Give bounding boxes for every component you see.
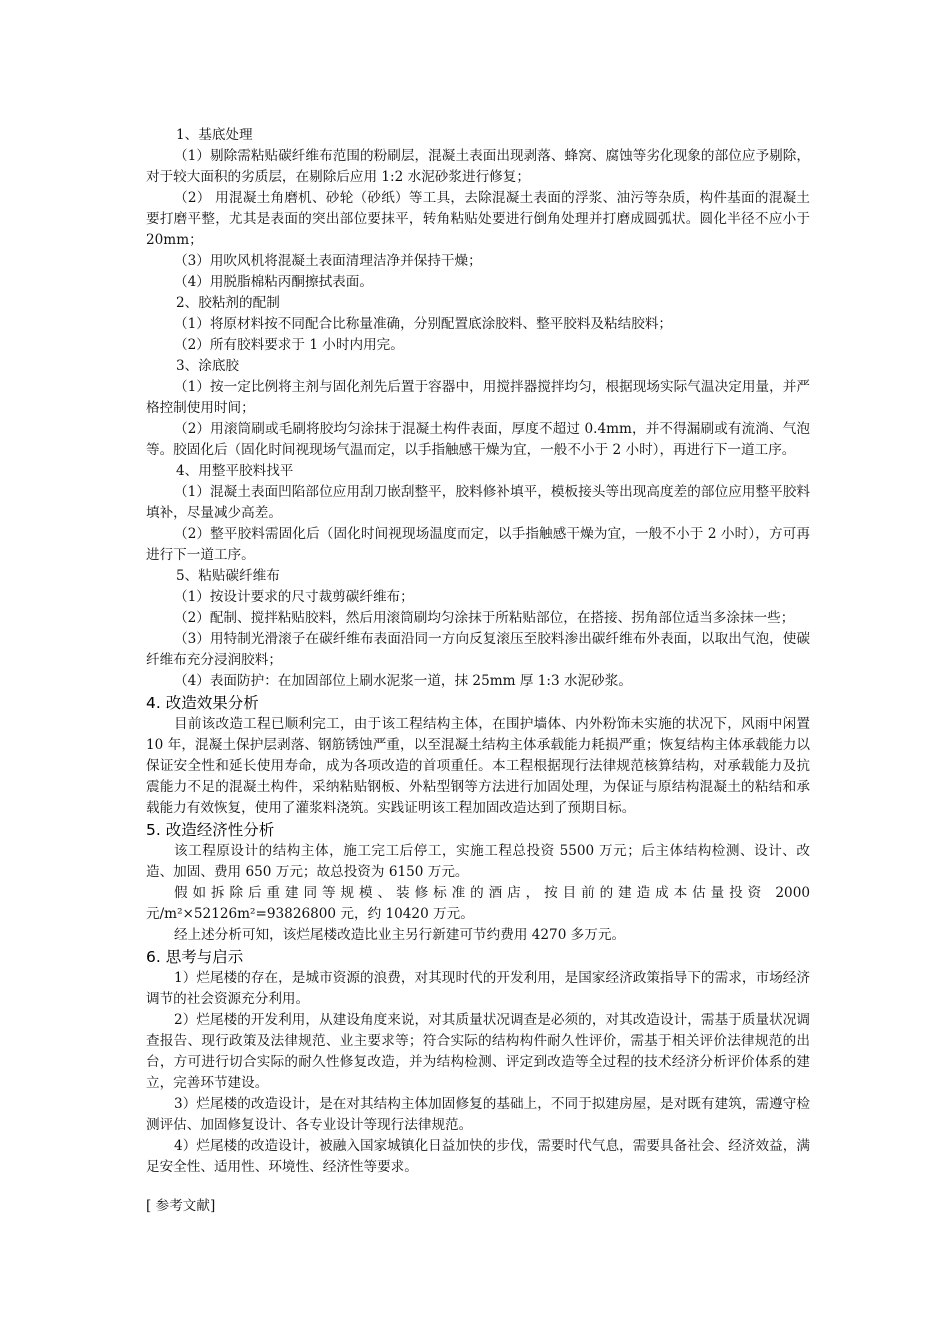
- step-1-item-1: （1）剔除需粘贴碳纤维布范围的粉刷层，混凝土表面出现剥落、蜂窝、腐蚀等劣化现象的部位应予剔除，对于较大面积的劣质层，在剔除后应用 1:2 水泥砂浆进行修复；: [146, 148, 810, 185]
- step-3-item-2: （2）用滚筒刷或毛刷将胶均匀涂抹于混凝土构件表面，厚度不超过 0.4mm，并不得漏刷或有流淌、气泡等。胶固化后（固化时间视现场气温而定，以手指触感干燥为宜，一般不小于 2 小时），再进行下一道工序。: [146, 421, 810, 458]
- step-4-item-1: （1）混凝土表面凹陷部位应用刮刀嵌刮整平，胶料修补填平，模板接头等出现高度差的部位应用整平胶料填补，尽量减少高差。: [146, 484, 810, 521]
- step-1-title: 1、基底处理: [176, 127, 253, 143]
- step-3-title: 3、涂底胶: [176, 358, 240, 374]
- section-6-paragraph-4: 4）烂尾楼的改造设计，被融入国家城镇化日益加快的步伐，需要时代气息，需要具备社会、经济效益，满足安全性、适用性、环境性、经济性等要求。: [146, 1138, 810, 1175]
- step-4-title: 4、用整平胶料找平: [176, 463, 294, 479]
- step-1-item-4: （4）用脱脂棉粘丙酮擦拭表面。: [174, 274, 373, 290]
- section-6-paragraph-1: 1）烂尾楼的存在，是城市资源的浪费，对其现时代的开发利用，是国家经济政策指导下的需求，市场经济调节的社会资源充分利用。: [146, 970, 810, 1007]
- step-2-item-2: （2）所有胶料要求于 1 小时内用完。: [174, 337, 404, 353]
- section-5-paragraph-3: 经上述分析可知，该烂尾楼改造比业主另行新建可节约费用 4270 多万元。: [174, 927, 626, 943]
- step-4-item-2: （2）整平胶料需固化后（固化时间视现场温度而定，以手指触感干燥为宜，一般不小于 2 小时），方可再进行下一道工序。: [146, 526, 810, 563]
- step-5-item-1: （1）按设计要求的尺寸裁剪碳纤维布；: [174, 589, 414, 605]
- section-5-paragraph-2: 假如拆除后重建同等规模、装修标准的酒店，按目前的建造成本估量投资 2000 元/m²×52126m²=93826800 元，约 10420 万元。: [146, 885, 810, 922]
- section-4-heading: 4. 改造效果分析: [146, 694, 259, 712]
- step-1-item-3: （3）用吹风机将混凝土表面清理洁净并保持干燥；: [174, 253, 482, 269]
- step-5-item-2: （2）配制、搅拌粘贴胶料，然后用滚筒刷均匀涂抹于所粘贴部位，在搭接、拐角部位适当多涂抹一些；: [174, 610, 795, 626]
- step-2-item-1: （1）将原材料按不同配合比称量准确，分别配置底涂胶料、整平胶料及粘结胶料；: [174, 316, 673, 332]
- step-1-item-2: （2） 用混凝土角磨机、砂轮（砂纸）等工具，去除混凝土表面的浮浆、油污等杂质，构件基面的混凝土要打磨平整，尤其是表面的突出部位要抹平，转角粘贴处要进行倒角处理并打磨成圆弧状。圆化半径不应小于 20mm；: [146, 190, 810, 248]
- section-5-heading: 5. 改造经济性分析: [146, 821, 275, 839]
- document-body: [146, 125, 810, 1217]
- section-6-heading: 6. 思考与启示: [146, 948, 244, 966]
- step-5-title: 5、粘贴碳纤维布: [176, 568, 280, 584]
- step-3-item-1: （1）按一定比例将主剂与固化剂先后置于容器中，用搅拌器搅拌均匀，根据现场实际气温决定用量，并严格控制使用时间；: [146, 379, 810, 416]
- step-5-item-3: （3）用特制光滑滚子在碳纤维布表面沿同一方向反复滚压至胶料渗出碳纤维布外表面，以取出气泡，使碳纤维布充分浸润胶料；: [146, 631, 810, 668]
- section-6-paragraph-2: 2）烂尾楼的开发利用，从建设角度来说，对其质量状况调查是必须的，对其改造设计，需基于质量状况调查报告、现行政策及法律规范、业主要求等；符合实际的结构构件耐久性评价，需基于相关评价法律规范的出台，方可进行切合实际的耐久性修复改造，并为结构检测、评定到改造等全过程的技术经济分析评价体系的建立，完善环节建设。: [146, 1012, 810, 1091]
- step-5-item-4: （4）表面防护：在加固部位上刷水泥浆一道，抹 25mm 厚 1:3 水泥砂浆。: [174, 673, 632, 689]
- references-label: [ 参考文献]: [146, 1198, 216, 1214]
- step-2-title: 2、胶粘剂的配制: [176, 295, 280, 311]
- section-5-paragraph-1: 该工程原设计的结构主体，施工完工后停工，实施工程总投资 5500 万元；后主体结构检测、设计、改造、加固、费用 650 万元；故总投资为 6150 万元。: [146, 843, 810, 880]
- section-6-paragraph-3: 3）烂尾楼的改造设计，是在对其结构主体加固修复的基础上，不同于拟建房屋，是对既有建筑，需遵守检测评估、加固修复设计、各专业设计等现行法律规范。: [146, 1096, 810, 1133]
- section-4-paragraph-1: 目前该改造工程已顺利完工，由于该工程结构主体，在围护墙体、内外粉饰未实施的状况下，风雨中闲置 10 年，混凝土保护层剥落、钢筋锈蚀严重，以至混凝土结构主体承载能力耗损严重；恢复结构主体承载能力以保证安全性和延长使用寿命，成为各项改造的首项重任。本工程根据现行法律规范核算结构，对承载能力及抗震能力不足的混凝土构件，采纳粘贴钢板、外粘型钢等方法进行加固处理，为保证与原结构混凝土的粘结和承载能力有效恢复，使用了灌浆料浇筑。实践证明该工程加固改造达到了预期目标。: [146, 716, 810, 816]
